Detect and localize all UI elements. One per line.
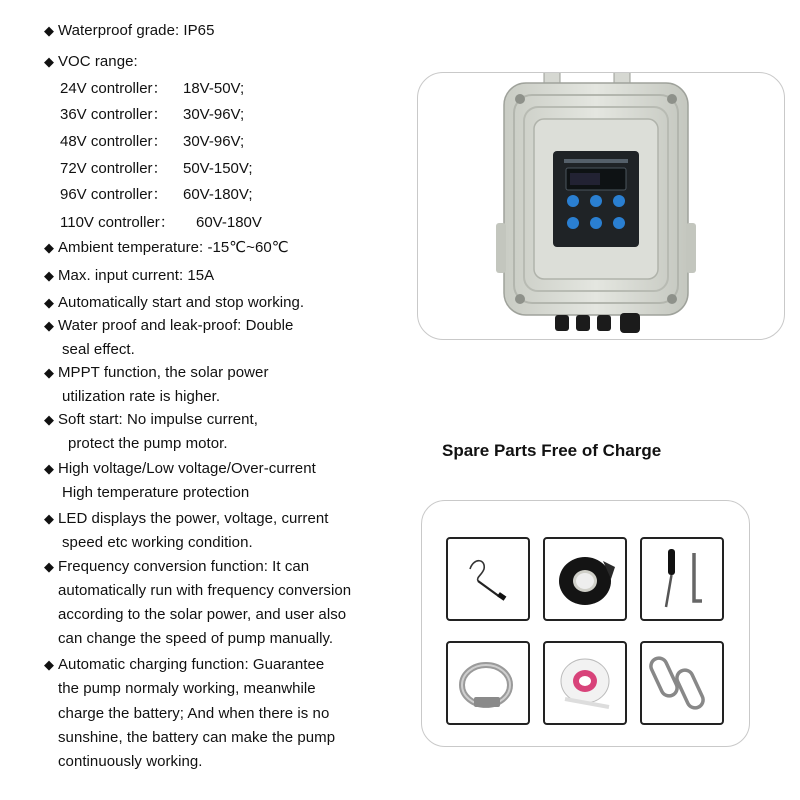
spec-protection: ◆ High voltage/Low voltage/Over-current — [44, 460, 316, 477]
spare-parts-title: Spare Parts Free of Charge — [442, 441, 662, 460]
spec-max-input-current: ◆ Max. input current: 15A — [44, 267, 215, 284]
ptfe-tape-icon — [543, 641, 627, 725]
spec-frequency-conversion-continued: according to the solar power, and user also — [58, 606, 347, 623]
voc-row-label: 72V controller： — [60, 160, 168, 177]
voc-row-label: 48V controller： — [60, 133, 168, 150]
spec-waterproof-grade: ◆ Waterproof grade: IP65 — [44, 22, 215, 39]
spec-waterproof-seal-continued: seal effect. — [62, 341, 135, 358]
cable-tie-icon — [446, 537, 530, 621]
spec-protection-continued: High temperature protection — [62, 484, 250, 501]
spec-automatic-charging-continued: charge the battery; And when there is no — [58, 705, 330, 722]
voc-row-range: 18V-50V; — [183, 80, 245, 97]
spec-led-display: ◆ LED displays the power, voltage, current — [44, 510, 329, 527]
hose-clamp-icon — [446, 641, 530, 725]
spec-soft-start: ◆ Soft start: No impulse current, — [44, 411, 258, 428]
spec-mppt: ◆ MPPT function, the solar power — [44, 364, 269, 381]
voc-row-label: 110V controller： — [60, 214, 175, 231]
spec-ambient-temperature: ◆ Ambient temperature: -15℃~60℃ — [44, 239, 289, 256]
voc-row-label: 36V controller： — [60, 106, 168, 123]
spec-frequency-conversion-continued: automatically run with frequency conversion — [58, 582, 352, 599]
voc-row-label: 96V controller： — [60, 186, 168, 203]
spec-waterproof-seal: ◆ Water proof and leak-proof: Double — [44, 317, 294, 334]
voc-row-range: 50V-150V; — [183, 160, 253, 177]
voc-row-range: 60V-180V; — [183, 186, 253, 203]
solar-pump-controller-image — [418, 73, 784, 339]
spec-frequency-conversion: ◆ Frequency conversion function: It can — [44, 558, 310, 575]
spec-auto-start-stop: ◆ Automatically start and stop working. — [44, 294, 305, 311]
voc-row-range: 30V-96V; — [183, 106, 245, 123]
spec-led-display-continued: speed etc working condition. — [62, 534, 253, 551]
product-image-frame — [417, 72, 785, 340]
voc-row-range: 30V-96V; — [183, 133, 245, 150]
voc-row-range: 60V-180V — [196, 214, 262, 231]
spec-automatic-charging-continued: the pump normaly working, meanwhile — [58, 680, 316, 697]
spec-automatic-charging-continued: sunshine, the battery can make the pump — [58, 729, 336, 746]
spec-mppt-continued: utilization rate is higher. — [62, 388, 221, 405]
spec-automatic-charging: ◆ Automatic charging function: Guarantee — [44, 656, 325, 673]
spec-voc-heading: ◆ VOC range: — [44, 53, 138, 70]
carabiner-hooks-icon — [640, 641, 724, 725]
insulating-tape-icon — [543, 537, 627, 621]
spec-frequency-conversion-continued: can change the speed of pump manually. — [58, 630, 334, 647]
spec-automatic-charging-continued: continuously working. — [58, 753, 203, 770]
screwdriver-and-hex-key-icon — [640, 537, 724, 621]
voc-row-label: 24V controller： — [60, 80, 168, 97]
spec-soft-start-continued: protect the pump motor. — [68, 435, 228, 452]
